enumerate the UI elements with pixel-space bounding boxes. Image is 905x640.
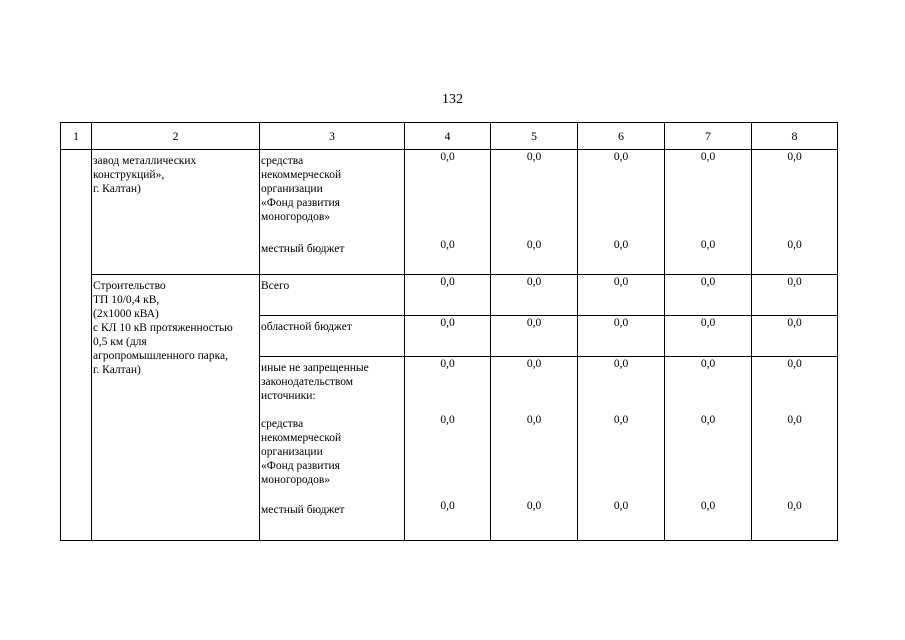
header-cell: 1 [61,123,92,150]
header-cell: 2 [92,123,260,150]
source-cell [260,357,405,541]
source-line: областной бюджет [261,321,352,333]
value: 0,0 [440,414,455,426]
index-cell [61,150,92,541]
object-name-line: 0,5 км (для [93,336,147,348]
value-cell: 0,0 [405,275,491,316]
value-cell: 0,0 [491,275,578,316]
value: 0,0 [526,358,542,370]
source-line: «Фонд развития [261,460,340,472]
header-cell: 4 [405,123,491,150]
value: 0,0 [613,239,629,251]
value: 0,0 [526,239,542,251]
source-line: моногородов» [261,211,331,223]
value: 0,0 [526,414,542,426]
value: 0,0 [700,358,716,370]
source-line: некоммерческой [261,432,342,444]
value: 0,0 [613,500,629,512]
header-cell: 7 [665,123,752,150]
value-cell: 0,0 [665,275,752,316]
value: 0,0 [787,414,802,426]
source-line: некоммерческой [261,169,342,181]
value-cell [665,150,752,275]
object-name-line: Строительство [93,280,166,292]
source-line: средства [261,155,304,167]
value: 0,0 [526,151,542,163]
table-row [61,150,838,275]
value-cell [752,150,838,275]
value-cell [405,150,491,275]
value-cell [405,357,491,541]
source-line: местный бюджет [261,504,345,516]
header-cell: 5 [491,123,578,150]
source-line: средства [261,418,304,430]
value: 0,0 [700,500,716,512]
value: 0,0 [613,151,629,163]
value-cell [752,357,838,541]
source-cell [260,150,405,275]
header-cell: 8 [752,123,838,150]
value-cell: 0,0 [665,316,752,357]
source-line: местный бюджет [261,243,345,255]
value: 0,0 [526,500,542,512]
object-name-line: с КЛ 10 кВ протяженностью [93,322,233,334]
value: 0,0 [700,239,716,251]
source-line: организации [261,183,323,195]
source-line: Всего [261,280,290,292]
value-cell [491,150,578,275]
source-cell [260,316,405,357]
source-line: моногородов» [261,474,331,486]
page-number: 132 [442,92,463,107]
source-cell [260,275,405,316]
source-line: источники: [261,390,316,402]
value-cell: 0,0 [405,316,491,357]
object-name-line: конструкций», [93,169,165,181]
value: 0,0 [787,358,802,370]
object-name-line: (2х1000 кВА) [93,308,159,320]
object-name-cell [92,275,260,541]
value-cell [578,357,665,541]
financing-table [60,122,838,541]
value-cell: 0,0 [752,316,838,357]
header-cell: 3 [260,123,405,150]
object-name-line: г. Калтан) [93,183,141,195]
value: 0,0 [613,414,629,426]
source-line: законодательством [261,376,354,388]
object-name-line: завод металлических [93,155,197,167]
value: 0,0 [440,151,455,163]
value-cell: 0,0 [578,316,665,357]
object-name-line: г. Калтан) [93,364,141,376]
value: 0,0 [700,414,716,426]
source-line: организации [261,446,323,458]
source-line: «Фонд развития [261,197,340,209]
value-cell: 0,0 [578,275,665,316]
value-cell [491,357,578,541]
object-name-cell [92,150,260,275]
value: 0,0 [440,239,455,251]
value-cell: 0,0 [491,316,578,357]
value-cell [665,357,752,541]
value-cell: 0,0 [752,275,838,316]
value: 0,0 [440,500,455,512]
object-name-line: ТП 10/0,4 кВ, [93,294,160,306]
value: 0,0 [787,151,802,163]
table-row [61,275,838,316]
header-row [61,123,838,150]
header-cell: 6 [578,123,665,150]
value: 0,0 [613,358,629,370]
value-cell [578,150,665,275]
value: 0,0 [787,239,802,251]
value: 0,0 [787,500,802,512]
value: 0,0 [700,151,716,163]
object-name-line: агропромышленного парка, [93,350,228,362]
source-line: иные не запрещенные [261,362,369,374]
value: 0,0 [440,358,455,370]
